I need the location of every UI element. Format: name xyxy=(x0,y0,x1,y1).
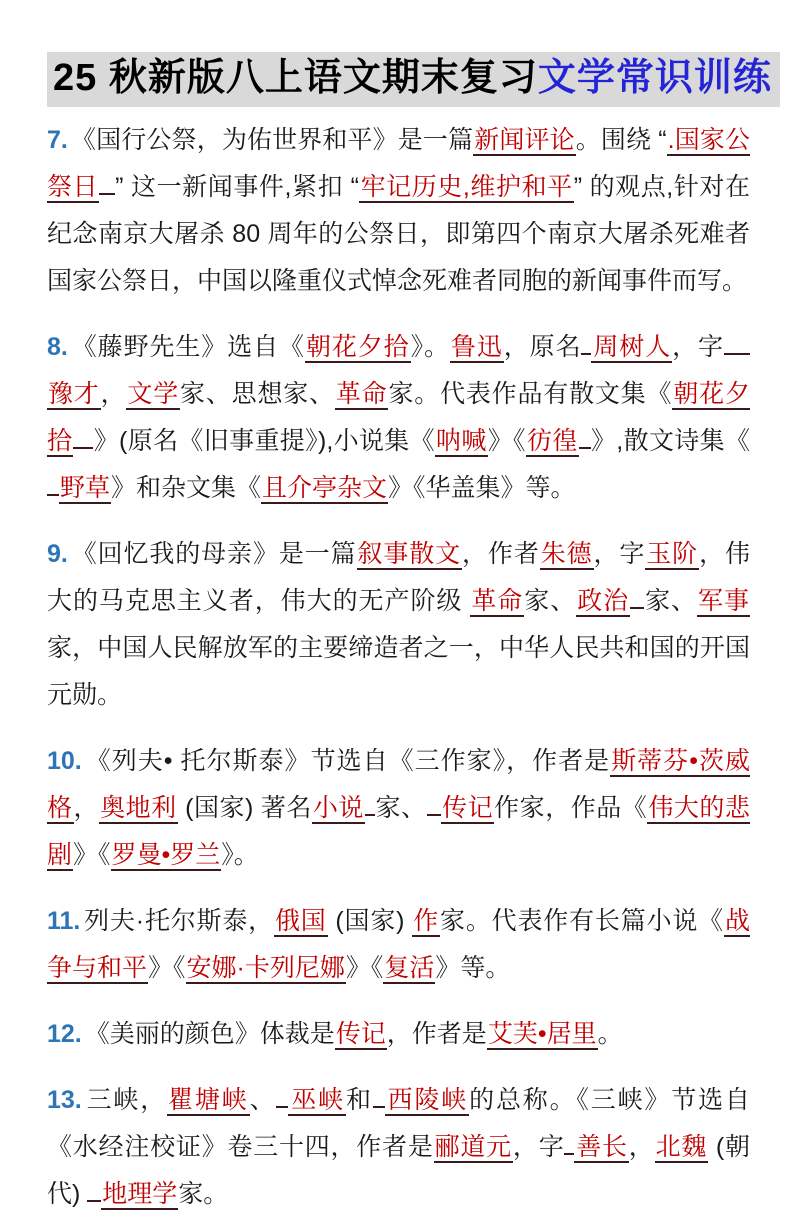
question-text: 家、 xyxy=(374,794,427,823)
answer-text: 传记 xyxy=(335,1020,386,1049)
question-text: 》(原名《旧事重提》),小说集《 xyxy=(93,427,435,456)
answer-text: 瞿塘峡 xyxy=(168,1086,249,1115)
question-list xyxy=(47,117,750,1218)
answer-text: 地理学 xyxy=(102,1180,178,1209)
answer-text: 安娜·卡列尼娜 xyxy=(186,954,345,983)
answer-text: 罗曼•罗兰 xyxy=(111,841,221,870)
question-text: 》《 xyxy=(73,841,111,870)
answer-text: .国家公祭日 xyxy=(47,126,750,202)
question-text: 家。代表作有长篇小说《 xyxy=(440,907,724,936)
answer-text: 西陵峡 xyxy=(385,1086,469,1115)
question-text: ，字 xyxy=(512,1133,565,1162)
answer-text: 革命 xyxy=(335,380,388,409)
question-item xyxy=(47,324,750,512)
question-text: 》。 xyxy=(410,333,450,362)
answer-text: 叙事散文 xyxy=(357,540,462,569)
question-text: ， xyxy=(100,380,127,409)
question-text: ，字 xyxy=(672,333,724,362)
answer-text: 战争与和平 xyxy=(47,907,750,983)
question-text: (国家) xyxy=(327,907,413,936)
question-item xyxy=(47,1011,750,1058)
question-text: 《回忆我的母亲》是一篇 xyxy=(70,540,357,569)
question-text: 《国行公祭，为佑世界和平》是一篇 xyxy=(70,126,474,155)
question-text: 作家，作品《 xyxy=(494,794,648,823)
question-text: 家、思想家、 xyxy=(180,380,335,409)
question-text: 家。代表作品有散文集《 xyxy=(388,380,673,409)
question-text: 》《 xyxy=(148,954,186,983)
answer-text: 呐喊 xyxy=(436,427,487,456)
blank-underline xyxy=(99,167,115,195)
answer-text: 巫峡 xyxy=(289,1086,345,1115)
question-text: ， xyxy=(628,1133,655,1162)
answer-text: 斯蒂芬•茨威格 xyxy=(47,747,750,823)
answer-text: 军事 xyxy=(698,587,749,616)
question-text: (朝代) xyxy=(47,1133,750,1209)
question-text: 》,散文诗集《 xyxy=(590,427,750,456)
answer-text: 复活 xyxy=(384,954,435,983)
question-text: 。 xyxy=(597,1020,623,1049)
question-text: 》《 xyxy=(487,427,526,456)
question-text: ，作者 xyxy=(462,540,540,569)
item-number: 10. xyxy=(47,747,82,776)
answer-text: 朝花夕拾 xyxy=(47,380,750,456)
blank-underline xyxy=(579,421,591,449)
question-text: 》等。 xyxy=(435,954,511,983)
question-text: ，作者是 xyxy=(386,1020,487,1049)
blank-underline xyxy=(564,1127,574,1155)
question-text: ， xyxy=(73,794,100,823)
blank-underline xyxy=(73,421,93,449)
answer-text: 奥地利 xyxy=(100,794,177,823)
answer-text: 政治 xyxy=(577,587,630,616)
question-text: 》《华盖集》等。 xyxy=(388,474,576,503)
answer-text: 豫才 xyxy=(48,380,100,409)
question-text: 《美丽的颜色》体裁是 xyxy=(84,1020,335,1049)
answer-text: 革命 xyxy=(471,587,524,616)
question-text: 家、 xyxy=(524,587,577,616)
answer-text: 俄国 xyxy=(275,907,327,936)
answer-text: 传记 xyxy=(441,794,494,823)
answer-text: 周树人 xyxy=(592,333,672,362)
question-text: 三峡， xyxy=(84,1086,168,1115)
blank-underline xyxy=(630,581,644,609)
item-number: 8. xyxy=(47,333,68,362)
answer-text: 野草 xyxy=(60,474,111,503)
question-text: 》。 xyxy=(221,841,259,870)
answer-text: 小说 xyxy=(312,794,364,823)
blank-underline xyxy=(427,788,441,816)
question-text: 家。 xyxy=(178,1180,229,1209)
question-text: 和 xyxy=(345,1086,373,1115)
answer-text: 作 xyxy=(413,907,440,936)
question-text: ” 这一新闻事件,紧扣 “ xyxy=(115,173,359,202)
question-text: ，字 xyxy=(593,540,646,569)
blank-underline xyxy=(581,327,591,355)
title-highlight-text: 文学常识训练 xyxy=(537,57,772,99)
item-number: 7. xyxy=(47,126,68,155)
question-text: (国家) 著名 xyxy=(177,794,312,823)
answer-text: 彷徨 xyxy=(526,427,578,456)
item-number: 12. xyxy=(47,1020,82,1049)
question-item xyxy=(47,531,750,719)
answer-text: 伟大的悲剧 xyxy=(47,794,750,870)
question-item xyxy=(47,117,750,305)
question-text: 》和杂文集《 xyxy=(111,474,262,503)
question-text: 的总称。《三峡》节选自《水经注校证》卷三十四，作者是 xyxy=(47,1086,750,1162)
item-number: 11. xyxy=(47,907,81,936)
question-text: 》《 xyxy=(345,954,384,983)
answer-text: 鲁迅 xyxy=(450,333,503,362)
blank-underline xyxy=(276,1080,288,1108)
answer-text: 文学 xyxy=(127,380,180,409)
answer-text: 朱德 xyxy=(540,540,593,569)
answer-text: 新闻评论 xyxy=(474,126,575,155)
item-number: 13. xyxy=(47,1086,82,1115)
answer-text: 北魏 xyxy=(655,1133,708,1162)
blank-underline xyxy=(87,1174,101,1202)
question-text: 《列夫• 托尔斯泰》节选自《三作家》，作者是 xyxy=(84,747,611,776)
blank-underline xyxy=(373,1080,385,1108)
title-main-text: 25 秋新版八上语文期末复习 xyxy=(53,57,538,99)
answer-text: 郦道元 xyxy=(434,1133,512,1162)
answer-text: 善长 xyxy=(575,1133,628,1162)
item-number: 9. xyxy=(47,540,68,569)
question-text: ，伟大的马克思主义者，伟大的无产阶级 xyxy=(47,540,750,616)
answer-text: 牢记历史,维护和平 xyxy=(360,173,573,202)
blank-underline xyxy=(365,788,375,816)
question-text: ” 的观点,针对在纪念南京大屠杀 80 周年的公祭日，即第四个南京大屠杀死难者国家公祭日，中国以隆重仪式悼念死难者同胞的新闻事件而写。 xyxy=(47,173,750,296)
answer-text: 玉阶 xyxy=(646,540,699,569)
answer-text: 朝花夕拾 xyxy=(305,333,410,362)
question-item xyxy=(47,898,750,992)
question-text: ，原名 xyxy=(503,333,582,362)
answer-text: 艾芙•居里 xyxy=(487,1020,597,1049)
blank-underline xyxy=(724,327,750,355)
question-item xyxy=(47,738,750,879)
question-item xyxy=(47,1077,750,1218)
question-text: 。围绕 “ xyxy=(575,126,667,155)
question-text: 列夫·托尔斯泰， xyxy=(83,907,274,936)
page-title xyxy=(47,52,780,107)
question-text: 家，中国人民解放军的主要缔造者之一，中华人民共和国的开国元勋。 xyxy=(47,634,750,710)
answer-text: 且介亭杂文 xyxy=(262,474,388,503)
question-text: 、 xyxy=(249,1086,277,1115)
blank-underline xyxy=(47,468,59,496)
question-text: 家、 xyxy=(644,587,698,616)
question-text: 《藤野先生》选自《 xyxy=(70,333,305,362)
